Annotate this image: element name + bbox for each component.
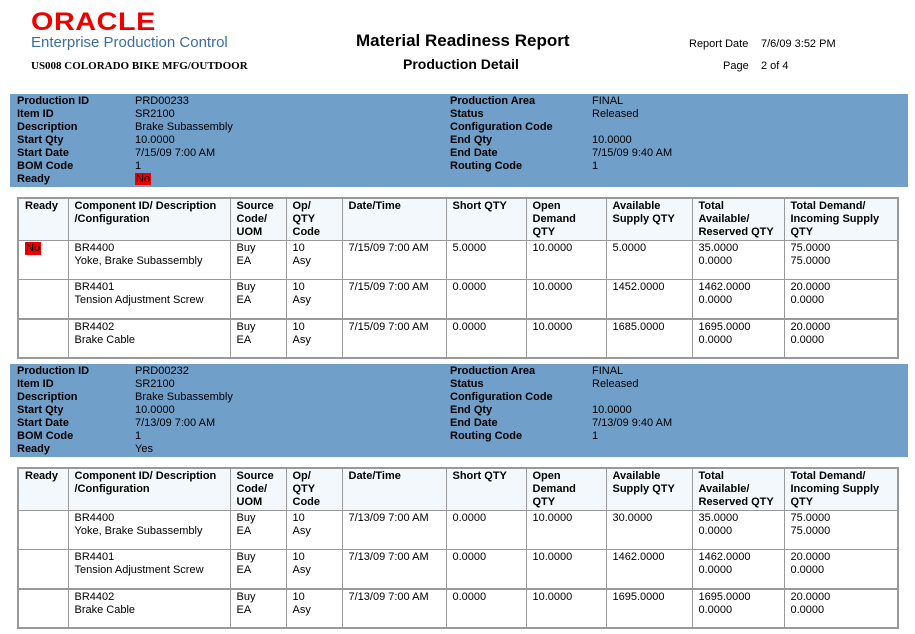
cell-text: 30.0000 — [612, 512, 653, 524]
cell-text: 5.0000 — [612, 242, 647, 254]
field-value: 10.0000 — [135, 404, 175, 416]
table-cell — [230, 319, 286, 358]
column-header: Available Supply QTY — [606, 468, 692, 511]
table-cell — [342, 241, 446, 280]
field-label: Start Date — [17, 147, 69, 159]
cell-text: 0.0000 — [452, 551, 487, 563]
cell-text: 7/15/09 7:00 AM — [348, 281, 429, 293]
table-cell — [446, 589, 526, 628]
table-cell — [784, 589, 898, 628]
field-value: Brake Subassembly — [135, 391, 233, 403]
table-cell — [18, 589, 68, 628]
field-value: Yes — [135, 443, 153, 455]
field-label: End Qty — [450, 404, 493, 416]
cell-text: Brake Cable — [74, 333, 136, 346]
cell-text: 75.0000 — [790, 525, 831, 537]
cell-text: Asy — [292, 333, 311, 346]
field-value: Released — [592, 108, 639, 120]
table-cell — [526, 550, 606, 589]
field-label: Ready — [17, 443, 51, 455]
cell-text: 10.0000 — [532, 551, 573, 563]
table-cell — [692, 241, 784, 280]
table-cell — [606, 241, 692, 280]
field-value: 7/15/09 7:00 AM — [135, 147, 216, 159]
ready-status-badge: No — [136, 173, 151, 185]
cell-text: Tension Adjustment Screw — [74, 564, 204, 576]
cell-text: 10.0000 — [532, 590, 573, 603]
production-summary-band — [10, 364, 908, 457]
cell-text: 0.0000 — [790, 603, 825, 616]
column-header: Total Demand/ Incoming Supply QTY — [784, 468, 898, 511]
table-cell — [230, 511, 286, 550]
field-label: Item ID — [17, 108, 54, 120]
cell-text: 1685.0000 — [612, 320, 665, 333]
cell-text: 10 — [292, 590, 305, 603]
cell-text: 20.0000 — [790, 281, 831, 293]
column-header: Component ID/ Description /Configuration — [68, 198, 230, 241]
table-cell — [286, 319, 342, 358]
table-cell — [342, 319, 446, 358]
table-cell — [68, 319, 230, 358]
cell-text: 7/15/09 7:00 AM — [348, 242, 429, 254]
cell-text: Asy — [292, 525, 311, 537]
table-cell — [692, 319, 784, 358]
column-header: Available Supply QTY — [606, 198, 692, 241]
table-cell — [606, 589, 692, 628]
cell-text: 10.0000 — [532, 320, 573, 333]
cell-text: 0.0000 — [698, 564, 733, 576]
cell-text: 75.0000 — [790, 242, 831, 254]
table-cell — [692, 280, 784, 319]
table-cell — [68, 280, 230, 319]
cell-text: 75.0000 — [790, 255, 831, 267]
table-cell — [606, 550, 692, 589]
product-name: Enterprise Production Control — [31, 34, 228, 51]
field-label: Description — [17, 121, 78, 133]
cell-text: 10 — [292, 242, 305, 254]
table-cell — [68, 511, 230, 550]
field-label: BOM Code — [17, 430, 74, 442]
cell-text: 1452.0000 — [612, 281, 665, 293]
column-header: Ready — [18, 468, 68, 511]
column-header: Op/ QTY Code — [286, 468, 342, 511]
table-cell — [342, 511, 446, 550]
table-cell — [784, 550, 898, 589]
cell-text: Asy — [292, 294, 311, 306]
field-label: BOM Code — [17, 160, 74, 172]
field-label: Start Qty — [17, 134, 64, 146]
column-header: Op/ QTY Code — [286, 198, 342, 241]
report-title: Material Readiness Report — [356, 31, 570, 50]
field-label: End Date — [450, 417, 498, 429]
column-header: Total Demand/ Incoming Supply QTY — [784, 198, 898, 241]
field-label: Production ID — [17, 365, 90, 377]
cell-text: 75.0000 — [790, 512, 831, 524]
cell-text: 0.0000 — [452, 512, 487, 524]
cell-text: 10 — [292, 551, 305, 563]
field-label: Item ID — [17, 378, 54, 390]
table-cell — [18, 511, 68, 550]
table-row — [18, 280, 898, 319]
field-label: Ready — [17, 173, 51, 185]
field-value: SR2100 — [135, 108, 175, 120]
field-value: 10.0000 — [592, 404, 632, 416]
cell-text: BR4402 — [74, 320, 115, 333]
cell-text: 10.0000 — [532, 512, 573, 524]
field-value: 1 — [135, 160, 142, 172]
table-cell — [606, 280, 692, 319]
table-cell — [342, 550, 446, 589]
table-cell — [692, 550, 784, 589]
field-label: Routing Code — [450, 430, 523, 442]
column-header: Source Code/ UOM — [230, 468, 286, 511]
table-row — [18, 511, 898, 550]
field-value: 10.0000 — [592, 134, 632, 146]
table-cell — [68, 550, 230, 589]
cell-text: 10 — [292, 320, 305, 333]
table-cell — [230, 589, 286, 628]
field-value: 10.0000 — [135, 134, 175, 146]
field-value: 1 — [592, 430, 599, 442]
cell-text: EA — [236, 525, 252, 537]
table-cell — [342, 589, 446, 628]
field-value: SR2100 — [135, 378, 175, 390]
cell-text: 5.0000 — [452, 242, 487, 254]
table-cell — [784, 511, 898, 550]
table-cell — [446, 319, 526, 358]
table-row — [18, 241, 898, 280]
table-cell — [342, 280, 446, 319]
page-label: Page — [723, 60, 749, 72]
column-header: Open Demand QTY — [526, 468, 606, 511]
field-value: FINAL — [592, 365, 624, 377]
cell-text: 20.0000 — [790, 320, 831, 333]
table-cell — [68, 589, 230, 628]
cell-text: 7/15/09 7:00 AM — [348, 320, 429, 333]
components-table — [17, 197, 899, 359]
field-value: Released — [592, 378, 639, 390]
field-value: 7/13/09 7:00 AM — [135, 417, 216, 429]
column-header: Date/Time — [342, 198, 446, 241]
table-cell — [526, 511, 606, 550]
field-value: PRD00233 — [135, 95, 189, 107]
table-cell — [526, 319, 606, 358]
cell-text: 1462.0000 — [612, 551, 665, 563]
cell-text: Buy — [236, 281, 256, 293]
field-label: Production Area — [450, 365, 536, 377]
cell-text: Buy — [236, 551, 256, 563]
cell-text: 0.0000 — [452, 281, 487, 293]
field-value: 7/15/09 9:40 AM — [592, 147, 673, 159]
field-label: End Qty — [450, 134, 493, 146]
cell-text: 7/13/09 7:00 AM — [348, 512, 429, 524]
cell-text: EA — [236, 294, 252, 306]
table-cell — [446, 241, 526, 280]
field-label: Description — [17, 391, 78, 403]
cell-text: EA — [236, 603, 252, 616]
cell-text: EA — [236, 333, 252, 346]
table-cell — [606, 511, 692, 550]
organization-name: US008 COLORADO BIKE MFG/OUTDOOR — [31, 60, 248, 72]
table-cell — [230, 280, 286, 319]
cell-text: Yoke, Brake Subassembly — [74, 525, 203, 537]
table-cell — [692, 511, 784, 550]
field-value: FINAL — [592, 95, 624, 107]
cell-text: 0.0000 — [698, 525, 733, 537]
report-date: 7/6/09 3:52 PM — [761, 38, 836, 50]
table-cell — [526, 241, 606, 280]
table-cell — [286, 589, 342, 628]
cell-text: 1462.0000 — [698, 281, 751, 293]
production-summary-band — [10, 94, 908, 187]
table-header-row — [18, 198, 898, 241]
cell-text: BR4402 — [74, 590, 115, 603]
column-header: Short QTY — [446, 468, 526, 511]
cell-text: 1695.0000 — [698, 590, 751, 603]
cell-text: 0.0000 — [452, 320, 487, 333]
cell-text: BR4401 — [74, 551, 115, 563]
cell-text: 10.0000 — [532, 281, 573, 293]
cell-text: Asy — [292, 603, 311, 616]
field-label: End Date — [450, 147, 498, 159]
table-row — [18, 319, 898, 358]
cell-text: 0.0000 — [790, 333, 825, 346]
cell-text: 10 — [292, 281, 305, 293]
table-cell — [446, 511, 526, 550]
cell-text: 0.0000 — [698, 333, 733, 346]
cell-text: 7/13/09 7:00 AM — [348, 551, 429, 563]
cell-text: Yoke, Brake Subassembly — [74, 255, 203, 267]
field-value: 1 — [592, 160, 599, 172]
field-label: Start Qty — [17, 404, 64, 416]
cell-text: BR4400 — [74, 512, 115, 524]
field-label: Production ID — [17, 95, 90, 107]
field-value: Brake Subassembly — [135, 121, 233, 133]
table-header-row — [18, 468, 898, 511]
table-cell — [18, 319, 68, 358]
cell-text: 20.0000 — [790, 551, 831, 563]
page-number: 2 of 4 — [761, 60, 789, 72]
table-cell — [18, 550, 68, 589]
table-cell — [606, 319, 692, 358]
cell-text: 10 — [292, 512, 305, 524]
table-cell — [230, 550, 286, 589]
cell-text: 0.0000 — [790, 564, 825, 576]
table-cell — [18, 241, 68, 280]
table-cell — [446, 550, 526, 589]
report-date-label: Report Date — [689, 38, 749, 50]
column-header: Total Available/ Reserved QTY — [692, 198, 784, 241]
ready-status-badge: No — [26, 242, 41, 254]
field-label: Start Date — [17, 417, 69, 429]
cell-text: Buy — [236, 242, 256, 254]
cell-text: Buy — [236, 320, 256, 333]
column-header: Total Available/ Reserved QTY — [692, 468, 784, 511]
table-cell — [286, 280, 342, 319]
cell-text: Asy — [292, 255, 311, 267]
cell-text: 7/13/09 7:00 AM — [348, 590, 429, 603]
table-cell — [286, 511, 342, 550]
cell-text: Buy — [236, 590, 256, 603]
cell-text: 1695.0000 — [698, 320, 751, 333]
cell-text: 0.0000 — [698, 603, 733, 616]
column-header: Open Demand QTY — [526, 198, 606, 241]
field-label: Routing Code — [450, 160, 523, 172]
table-cell — [692, 589, 784, 628]
column-header: Short QTY — [446, 198, 526, 241]
table-cell — [784, 280, 898, 319]
cell-text: 0.0000 — [698, 294, 733, 306]
table-cell — [68, 241, 230, 280]
cell-text: EA — [236, 255, 252, 267]
table-cell — [526, 589, 606, 628]
field-label: Configuration Code — [450, 121, 553, 133]
table-cell — [526, 280, 606, 319]
table-row — [18, 550, 898, 589]
cell-text: 35.0000 — [698, 512, 739, 524]
components-table — [17, 467, 899, 629]
table-row — [18, 589, 898, 628]
cell-text: 0.0000 — [452, 590, 487, 603]
column-header: Date/Time — [342, 468, 446, 511]
field-value: PRD00232 — [135, 365, 189, 377]
field-label: Production Area — [450, 95, 536, 107]
cell-text: 0.0000 — [698, 255, 733, 267]
table-cell — [230, 241, 286, 280]
cell-text: BR4401 — [74, 281, 115, 293]
field-value: 7/13/09 9:40 AM — [592, 417, 673, 429]
cell-text: Brake Cable — [74, 603, 136, 616]
column-header: Component ID/ Description /Configuration — [68, 468, 230, 511]
field-value: 1 — [135, 430, 142, 442]
table-cell — [286, 550, 342, 589]
cell-text: Buy — [236, 512, 256, 524]
cell-text: 1695.0000 — [612, 590, 665, 603]
table-cell — [18, 280, 68, 319]
field-label: Configuration Code — [450, 391, 553, 403]
table-cell — [446, 280, 526, 319]
field-label: Status — [450, 378, 484, 390]
cell-text: Tension Adjustment Screw — [74, 294, 204, 306]
cell-text: 1462.0000 — [698, 551, 751, 563]
cell-text: 10.0000 — [532, 242, 573, 254]
cell-text: 20.0000 — [790, 590, 831, 603]
column-header: Source Code/ UOM — [230, 198, 286, 241]
cell-text: Asy — [292, 564, 311, 576]
table-cell — [286, 241, 342, 280]
report-subtitle: Production Detail — [403, 56, 519, 72]
table-cell — [784, 319, 898, 358]
column-header: Ready — [18, 198, 68, 241]
oracle-logo: ORACLE — [31, 8, 156, 36]
table-cell — [784, 241, 898, 280]
cell-text: EA — [236, 564, 252, 576]
cell-text: 0.0000 — [790, 294, 825, 306]
cell-text: BR4400 — [74, 242, 115, 254]
field-label: Status — [450, 108, 484, 120]
cell-text: 35.0000 — [698, 242, 739, 254]
